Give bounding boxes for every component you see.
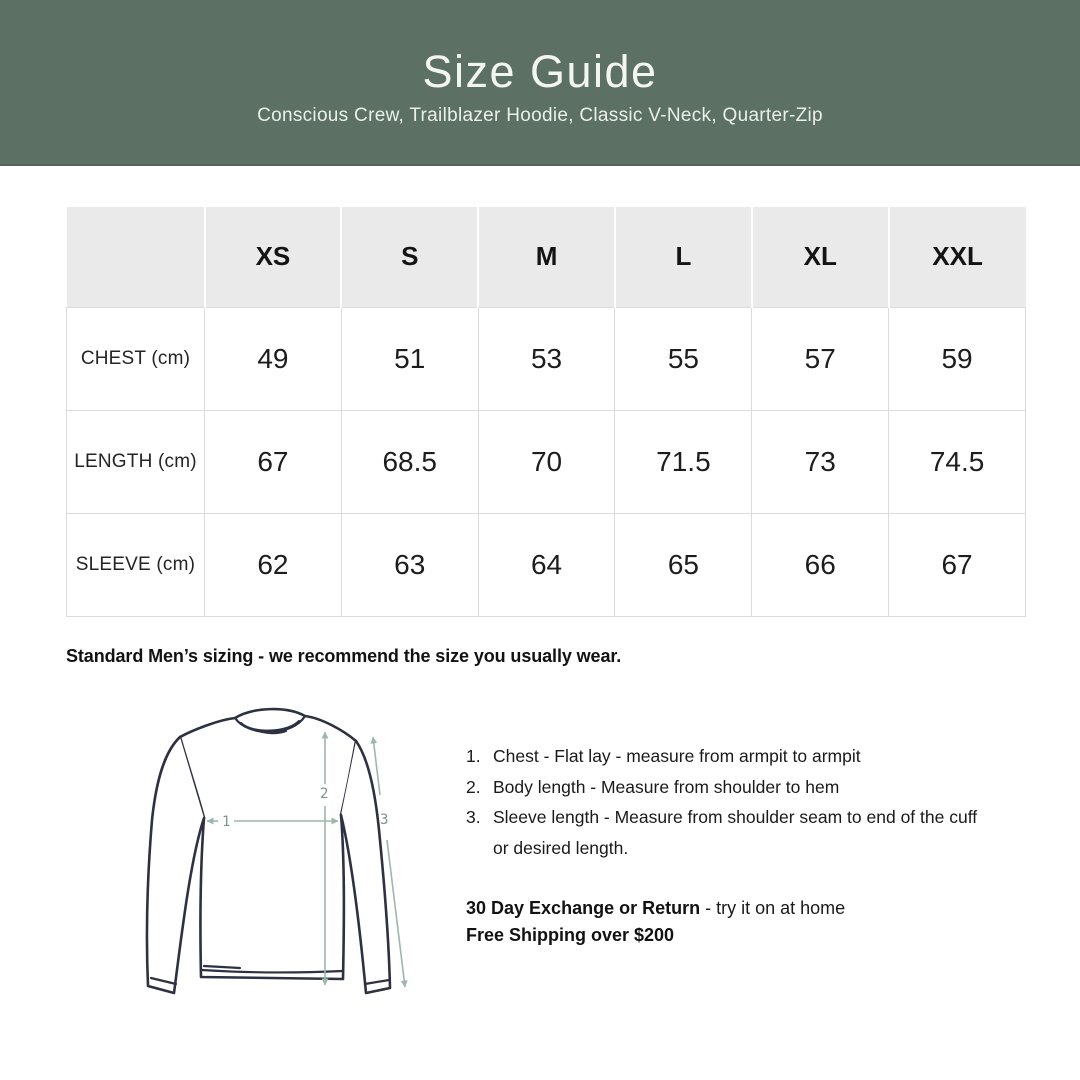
row-label-chest: CHEST (cm) <box>67 307 205 410</box>
table-row-chest <box>67 307 1026 410</box>
size-cell: 74.5 <box>889 410 1026 513</box>
shipping-policy-line: Free Shipping over $200 <box>466 925 675 945</box>
size-col-header-xxl: XXL <box>889 207 1026 307</box>
size-cell: 55 <box>615 307 752 410</box>
size-cell: 70 <box>478 410 615 513</box>
size-cell: 57 <box>752 307 889 410</box>
table-row-sleeve <box>67 513 1026 616</box>
page-title: Size Guide <box>422 46 658 97</box>
exchange-policy-rest: - try it on at home <box>700 898 846 918</box>
measure-label-2: 2 <box>320 786 329 802</box>
size-cell: 67 <box>205 410 342 513</box>
instruction-item-sleeve-length <box>466 802 994 863</box>
instruction-item-chest <box>466 741 994 772</box>
measure-label-3: 3 <box>380 812 389 828</box>
size-col-header-m: M <box>478 207 615 307</box>
size-cell: 66 <box>752 513 889 616</box>
size-col-header-xs: XS <box>205 207 342 307</box>
page-subtitle: Conscious Crew, Trailblazer Hoodie, Classic V-Neck, Quarter-Zip <box>257 105 823 126</box>
size-col-header-s: S <box>341 207 478 307</box>
instruction-number: 1. <box>466 746 481 766</box>
row-label-sleeve: SLEEVE (cm) <box>67 513 205 616</box>
size-cell: 59 <box>889 307 1026 410</box>
size-table-header-row <box>67 207 1026 307</box>
size-cell: 63 <box>341 513 478 616</box>
size-col-header-xl: XL <box>752 207 889 307</box>
corner-cell <box>67 207 205 307</box>
instruction-text: Sleeve length - Measure from shoulder seam to end of the cuff or desired length. <box>493 807 978 858</box>
size-cell: 62 <box>205 513 342 616</box>
size-cell: 53 <box>478 307 615 410</box>
shirt-diagram <box>118 690 440 1020</box>
size-cell: 51 <box>341 307 478 410</box>
size-table <box>66 207 1026 617</box>
exchange-policy-line <box>466 895 994 922</box>
instruction-text: Body length - Measure from shoulder to hem <box>493 776 840 797</box>
size-cell: 64 <box>478 513 615 616</box>
size-cell: 67 <box>889 513 1026 616</box>
measure-label-1: 1 <box>222 814 231 830</box>
row-label-length: LENGTH (cm) <box>67 410 205 513</box>
sizing-note: Standard Men’s sizing - we recommend the size you usually wear. <box>66 646 622 666</box>
table-row-length <box>67 410 1026 513</box>
size-cell: 68.5 <box>341 410 478 513</box>
size-table-container <box>66 207 1026 617</box>
instruction-text: Chest - Flat lay - measure from armpit to armpit <box>493 746 861 766</box>
instruction-item-body-length <box>466 772 994 803</box>
size-cell: 71.5 <box>615 410 752 513</box>
shirt-outline <box>147 709 390 993</box>
exchange-policy-bold: 30 Day Exchange or Return <box>466 898 701 918</box>
instruction-number: 2. <box>466 776 481 797</box>
size-cell: 73 <box>752 410 889 513</box>
instruction-number: 3. <box>466 807 481 827</box>
measurement-instructions <box>466 741 994 863</box>
size-cell: 65 <box>615 513 752 616</box>
header-banner <box>0 0 1080 166</box>
policy-block <box>466 895 994 949</box>
size-cell: 49 <box>205 307 342 410</box>
size-col-header-l: L <box>615 207 752 307</box>
